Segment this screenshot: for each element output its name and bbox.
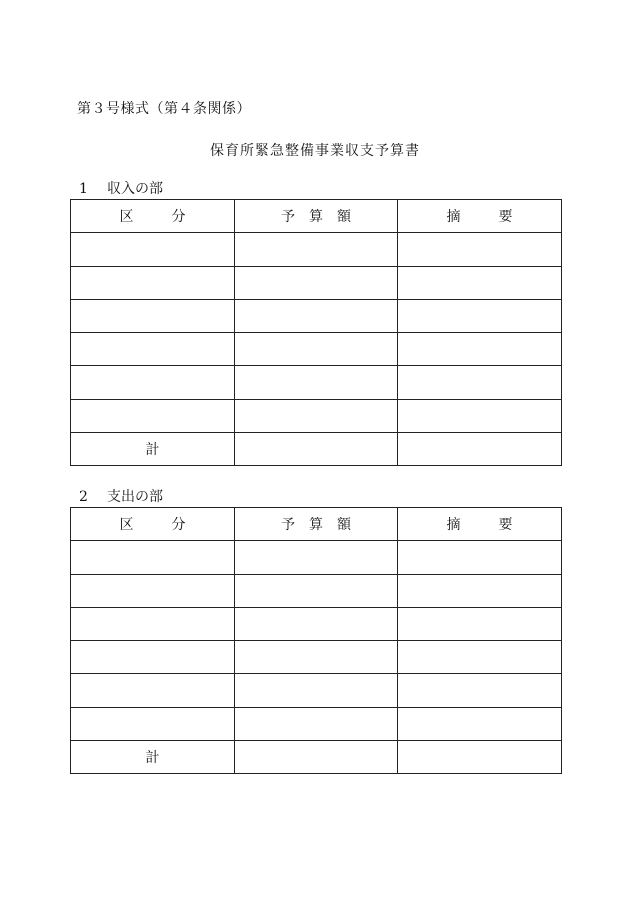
income-section-heading: [79, 178, 163, 198]
income-total-amount[interactable]: [235, 433, 398, 466]
header-char: 分: [171, 209, 186, 226]
table-cell[interactable]: [398, 607, 562, 640]
table-cell[interactable]: [398, 707, 562, 740]
table-row: [71, 541, 562, 574]
header-char: 算: [309, 209, 323, 226]
expense-total-label: 計: [71, 741, 235, 774]
table-cell[interactable]: [71, 266, 235, 299]
income-total-row: [71, 433, 562, 466]
header-char: 摘: [446, 517, 461, 534]
table-cell[interactable]: [235, 607, 398, 640]
income-header-yosan: [235, 200, 398, 233]
form-number: 第３号様式（第４条関係）: [77, 101, 251, 117]
table-cell[interactable]: [235, 366, 398, 399]
table-cell[interactable]: [235, 333, 398, 366]
header-char: 要: [498, 209, 513, 226]
table-row: [71, 299, 562, 332]
table-cell[interactable]: [235, 399, 398, 432]
table-cell[interactable]: [235, 574, 398, 607]
table-cell[interactable]: [71, 366, 235, 399]
table-row: [71, 233, 562, 266]
table-row: [71, 333, 562, 366]
table-cell[interactable]: [235, 707, 398, 740]
table-row: [71, 399, 562, 432]
expense-total-row: [71, 741, 562, 774]
table-cell[interactable]: [398, 299, 562, 332]
table-cell[interactable]: [71, 674, 235, 707]
header-char: 予: [281, 209, 295, 226]
table-cell[interactable]: [398, 574, 562, 607]
header-char: 区: [119, 517, 134, 534]
table-cell[interactable]: [235, 674, 398, 707]
table-cell[interactable]: [398, 541, 562, 574]
table-row: [71, 266, 562, 299]
table-row: [71, 707, 562, 740]
header-char: 摘: [446, 209, 461, 226]
income-section-label: 収入の部: [107, 181, 163, 197]
header-char: 額: [337, 517, 351, 534]
document-title: 保育所緊急整備事業収支予算書: [210, 143, 420, 159]
income-total-note[interactable]: [398, 433, 562, 466]
table-cell[interactable]: [398, 366, 562, 399]
table-cell[interactable]: [398, 266, 562, 299]
expense-header-tekiyo: [398, 508, 562, 541]
table-row: [71, 607, 562, 640]
income-header-tekiyo: [398, 200, 562, 233]
income-header-row: [71, 200, 562, 233]
table-row: [71, 574, 562, 607]
table-cell[interactable]: [235, 641, 398, 674]
table-row: [71, 366, 562, 399]
table-cell[interactable]: [71, 574, 235, 607]
expense-total-amount[interactable]: [235, 741, 398, 774]
header-char: 額: [337, 209, 351, 226]
table-cell[interactable]: [398, 674, 562, 707]
table-cell[interactable]: [71, 333, 235, 366]
table-cell[interactable]: [71, 299, 235, 332]
table-cell[interactable]: [398, 333, 562, 366]
expense-total-note[interactable]: [398, 741, 562, 774]
table-cell[interactable]: [235, 299, 398, 332]
table-cell[interactable]: [398, 641, 562, 674]
table-cell[interactable]: [71, 707, 235, 740]
expense-table: [70, 507, 562, 774]
table-row: [71, 641, 562, 674]
income-total-label: 計: [71, 433, 235, 466]
table-cell[interactable]: [235, 233, 398, 266]
expense-section-label: 支出の部: [107, 489, 163, 505]
expense-header-kubun: [71, 508, 235, 541]
table-cell[interactable]: [235, 266, 398, 299]
table-cell[interactable]: [398, 233, 562, 266]
table-cell[interactable]: [235, 541, 398, 574]
header-char: 分: [171, 517, 186, 534]
expense-header-yosan: [235, 508, 398, 541]
expense-section-heading: [79, 486, 163, 506]
income-header-kubun: [71, 200, 235, 233]
table-cell[interactable]: [398, 399, 562, 432]
income-section-number: 1: [79, 181, 88, 197]
table-cell[interactable]: [71, 233, 235, 266]
table-cell[interactable]: [71, 541, 235, 574]
income-table: [70, 199, 562, 466]
table-row: [71, 674, 562, 707]
expense-header-row: [71, 508, 562, 541]
header-char: 要: [498, 517, 513, 534]
table-cell[interactable]: [71, 399, 235, 432]
header-char: 予: [281, 517, 295, 534]
expense-section-number: 2: [79, 489, 88, 505]
header-char: 区: [119, 209, 134, 226]
header-char: 算: [309, 517, 323, 534]
table-cell[interactable]: [71, 607, 235, 640]
table-cell[interactable]: [71, 641, 235, 674]
